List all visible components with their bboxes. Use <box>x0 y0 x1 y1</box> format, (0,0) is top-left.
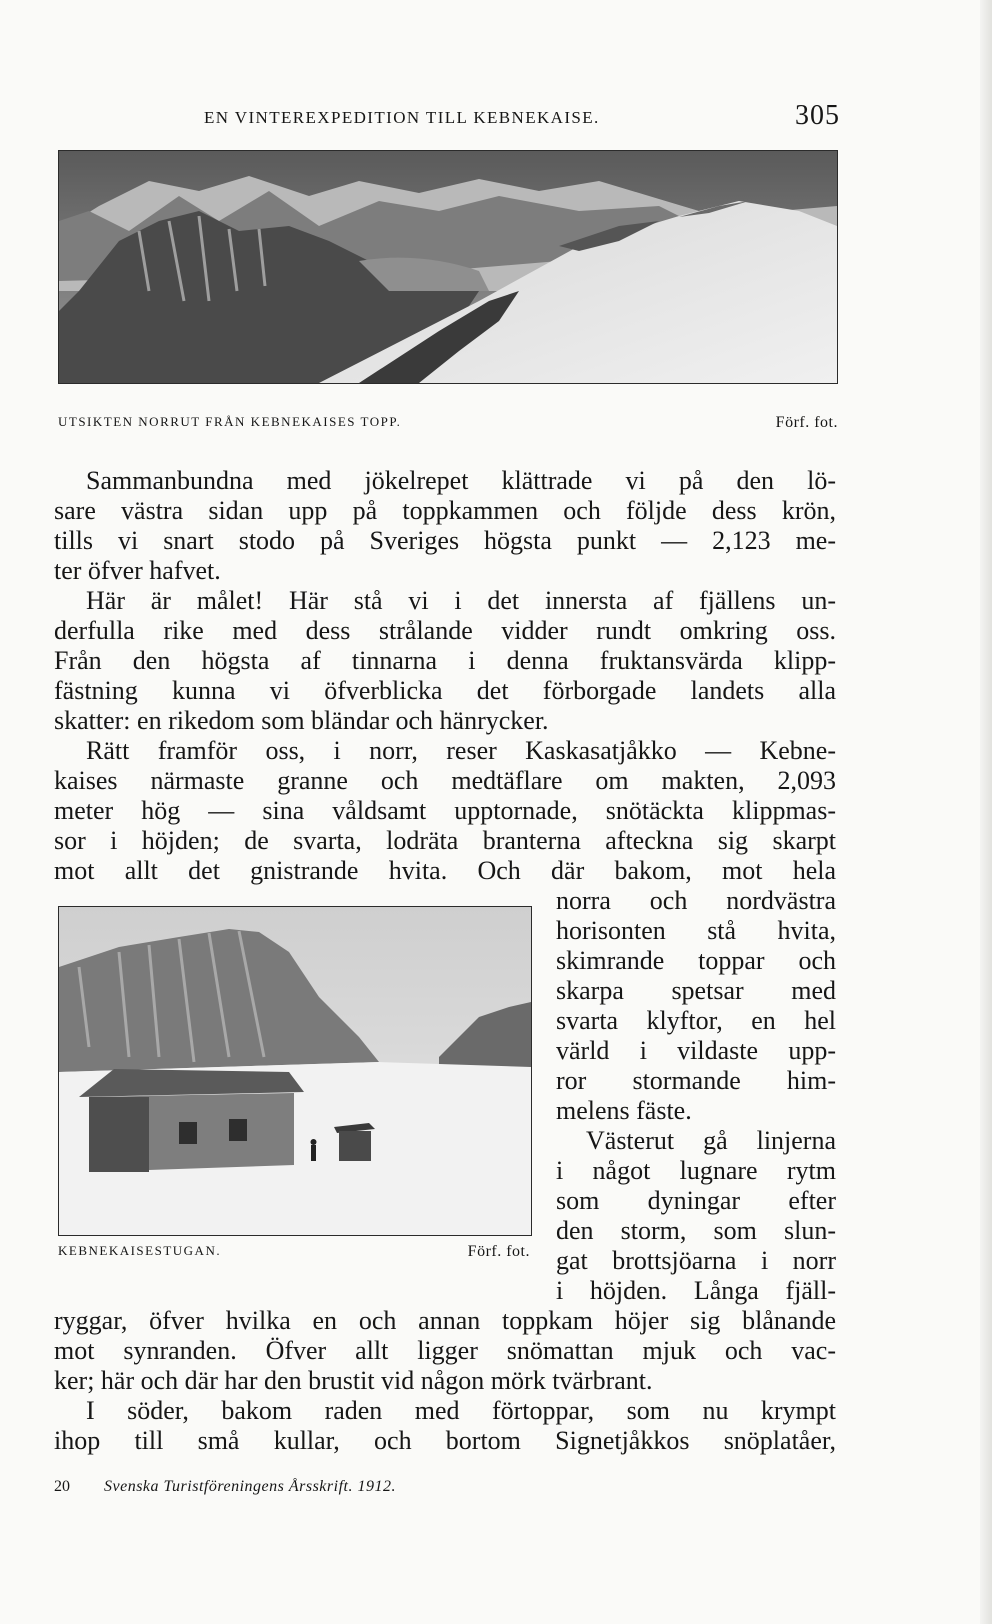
text-line: den storm, som slun- <box>556 1216 836 1245</box>
text-line: fästning kunna vi öfverblicka det förborgade landets alla <box>54 676 836 705</box>
page-number: 305 <box>795 100 840 131</box>
text-line: gat brottsjöarna i norr <box>556 1246 836 1275</box>
photo-credit: Förf. fot. <box>467 1243 530 1260</box>
text-line: sor i höjden; de svarta, lodräta branterna afteckna sig skarpt <box>54 826 836 855</box>
text-line: värld i vildaste upp- <box>556 1036 836 1065</box>
text-line: i något lugnare rytm <box>556 1156 836 1185</box>
text-line: svarta klyftor, en hel <box>556 1006 836 1035</box>
text-line: ker; här och där har den brustit vid någon mörk tvärbrant. <box>54 1366 653 1395</box>
mountain-panorama-photo <box>58 150 838 384</box>
signature-mark: 20 <box>54 1478 70 1495</box>
photo-credit: Förf. fot. <box>775 414 838 431</box>
text-line: derfulla rike med dess strålande vidder rundt omkring oss. <box>54 616 836 645</box>
text-line: tills vi snart stodo på Sveriges högsta punkt — 2,123 me- <box>54 526 836 555</box>
text-line: melens fäste. <box>556 1096 692 1125</box>
text-line: i höjden. Långa fjäll- <box>556 1276 836 1305</box>
page-edge <box>980 0 992 1624</box>
running-head <box>60 100 840 132</box>
text-line: Västerut gå linjerna <box>586 1126 836 1155</box>
page-footer <box>54 1478 554 1498</box>
text-line: Från den högsta af tinnarna i denna fruktansvärda klipp- <box>54 646 836 675</box>
figure-caption-1 <box>58 414 838 434</box>
text-line: ror stormande him- <box>556 1066 836 1095</box>
running-head-title: EN VINTEREXPEDITION TILL KEBNEKAISE. <box>204 108 600 127</box>
caption-text: KEBNEKAISESTUGAN. <box>58 1243 222 1258</box>
text-line: ryggar, öfver hvilka en och annan toppkam höjer sig blånande <box>54 1306 836 1335</box>
publication-title: Svenska Turistföreningens Årsskrift. 1912. <box>104 1478 396 1495</box>
text-line: skimrande toppar och <box>556 946 836 975</box>
text-line: horisonten stå hvita, <box>556 916 836 945</box>
text-line: meter hög — sina våldsamt upptornade, snötäckta klippmas- <box>54 796 836 825</box>
mountain-hut-photo <box>58 906 532 1236</box>
text-line: mot allt det gnistrande hvita. Och där bakom, mot hela <box>54 856 836 885</box>
figure-caption-2 <box>58 1243 530 1263</box>
text-line: skarpa spetsar med <box>556 976 836 1005</box>
caption-text: UTSIKTEN NORRUT FRÅN KEBNEKAISES TOPP. <box>58 414 402 429</box>
text-line: Rätt framför oss, i norr, reser Kaskasatjåkko — Kebne- <box>86 736 836 765</box>
text-line: ter öfver hafvet. <box>54 556 221 585</box>
text-line: ihop till små kullar, och bortom Signetjåkkos snöplatåer, <box>54 1426 836 1455</box>
text-line: kaises närmaste granne och medtäflare om makten, 2,093 <box>54 766 836 795</box>
text-line: Här är målet! Här stå vi i det innersta af fjällens un- <box>86 586 836 615</box>
text-line: sare västra sidan upp på toppkammen och följde dess krön, <box>54 496 836 525</box>
text-line: I söder, bakom raden med förtoppar, som nu krympt <box>86 1396 836 1425</box>
text-line: Sammanbundna med jökelrepet klättrade vi på den lö- <box>86 466 836 495</box>
text-line: skatter: en rikedom som bländar och hänrycker. <box>54 706 549 735</box>
text-line: mot synranden. Öfver allt ligger snömattan mjuk och vac- <box>54 1336 836 1365</box>
text-line: som dyningar efter <box>556 1186 836 1215</box>
text-line: norra och nordvästra <box>556 886 836 915</box>
